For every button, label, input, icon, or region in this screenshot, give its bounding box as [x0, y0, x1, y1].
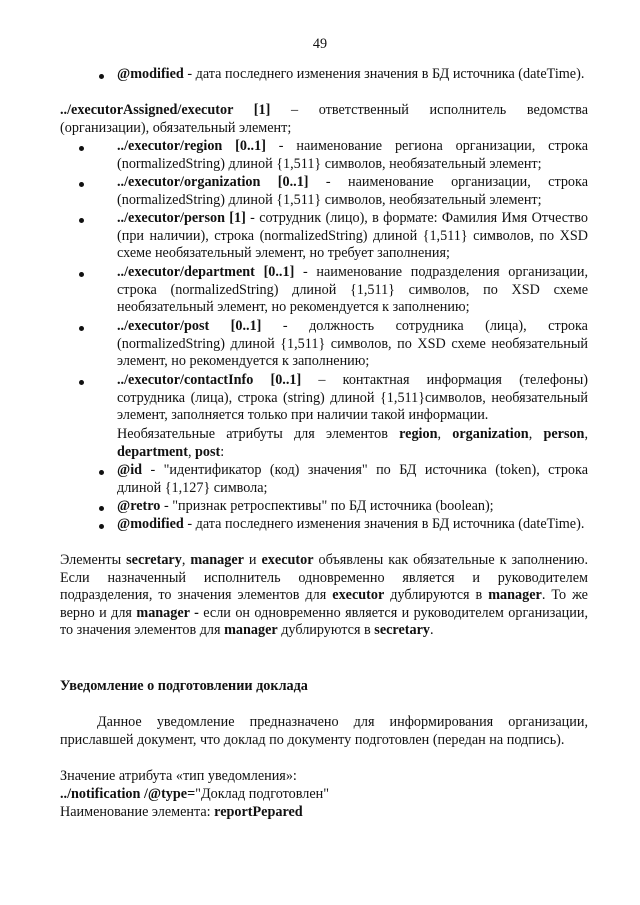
attr-name: @modified — [117, 516, 184, 532]
para-text: . — [429, 622, 434, 639]
para-text: и — [243, 552, 262, 568]
executor-contact-info — [117, 372, 588, 425]
para-text: если он одновременно является и руководителем организации, то значения элементов для — [60, 604, 589, 639]
section-description: Данное уведомление предназначено для информирования организации, приславшей документ, что доклад по документу подготовлен (передан на подпись). — [60, 714, 588, 748]
element-name: ../executor/post [0..1] — [117, 318, 262, 334]
note-separator: , — [437, 426, 453, 442]
note-element: organization — [452, 426, 529, 442]
element-description: - наименование подразделения организации, строка (normalizedString) длиной {1,511} символов, по XSD схеме необязательный элемент, но рекомендуется к заполнению; — [117, 264, 588, 316]
executor-organization — [117, 174, 588, 209]
element-name: ../executor/region [0..1] — [117, 138, 266, 154]
para-term: manager — [488, 587, 542, 604]
section-heading: Уведомление о подготовлении доклада — [60, 678, 308, 694]
bullet-icon — [99, 74, 104, 79]
para-term: manager - — [136, 604, 199, 621]
element-description: - должность сотрудника (лица), строка (normalizedString) длиной {1,511} символов, по XSD схеме необязательный элемент, но рекомендуется к заполнению; — [117, 318, 588, 370]
note-separator: , — [584, 426, 588, 442]
note-element: department — [117, 443, 188, 460]
element-name-value: reportPepared — [214, 804, 303, 820]
para-term: manager — [190, 552, 244, 568]
note-element: region — [399, 426, 438, 442]
executor-post — [117, 318, 588, 371]
note-element: person — [543, 426, 585, 442]
attr-modified-top — [117, 66, 588, 84]
attr-label: Значение атрибута «тип уведомления»: — [60, 768, 297, 784]
para-term: manager — [224, 622, 278, 639]
element-description: - сотрудник (лицо), в формате: Фамилия Имя Отчество (при наличии), строка (normalizedString) длиной {1,511} символов, по XSD схеме необязательный элемент, но требует заполнения; — [117, 210, 588, 262]
bullet-icon — [79, 272, 84, 277]
para-text: Элементы — [60, 552, 127, 568]
attr-description: - дата последнего изменения значения в БД источника (dateTime). — [183, 516, 585, 532]
bullet-icon — [99, 524, 104, 529]
para-text: дублируются в — [277, 622, 375, 639]
attr-description: - "признак ретроспективы" по БД источника (boolean); — [160, 498, 494, 514]
note-element: post — [195, 443, 221, 460]
executor-region — [117, 138, 588, 173]
element-description: - наименование региона организации, строка (normalizedString) длиной {1,511} символов, необязательный элемент; — [117, 138, 588, 172]
para-text: , — [181, 552, 191, 568]
note-text: Необязательные атрибуты для элементов — [117, 426, 400, 442]
notification-value: "Доклад подготовлен" — [195, 786, 330, 802]
attr-description: - дата последнего изменения значения в БД источника (dateTime). — [183, 66, 585, 82]
attr-id — [117, 462, 588, 497]
note-separator: , — [187, 443, 196, 460]
elements-paragraph — [60, 552, 588, 640]
attr-retro — [117, 498, 588, 516]
element-name: ../executor/department [0..1] — [117, 264, 295, 280]
element-label: Наименование элемента: — [60, 804, 215, 820]
para-text: дублируются в — [384, 587, 489, 604]
para-text: . То же верно и для — [60, 587, 588, 621]
attr-modified-bottom — [117, 516, 588, 534]
executor-person — [117, 210, 588, 263]
note-separator: : — [220, 443, 225, 460]
bullet-icon — [79, 326, 84, 331]
executor-department — [117, 264, 588, 317]
element-description: – ответственный исполнитель ведомства (организации), обязательный элемент; — [60, 102, 588, 136]
para-term: secretary — [126, 552, 182, 568]
element-name: ../executor/contactInfo [0..1] — [117, 372, 302, 388]
para-term: executor — [332, 587, 385, 604]
bullet-icon — [99, 470, 104, 475]
bullet-icon — [79, 380, 84, 385]
bullet-icon — [79, 146, 84, 151]
para-term: executor — [261, 552, 314, 568]
element-description: - наименование организации, строка (normalizedString) длиной {1,511} символов, необязательный элемент; — [117, 174, 589, 208]
attr-name: @id — [117, 462, 143, 478]
bullet-icon — [79, 218, 84, 223]
element-description: – контактная информация (телефоны) сотрудника (лица), строка (string) длиной {1,511}символов, необязательный элемент, заполняется только при наличии такой информации. — [117, 372, 588, 424]
element-name-line — [60, 804, 588, 822]
page-number: 49 — [312, 36, 328, 52]
para-text: объявлены как обязательные к заполнению. Если назначенный исполнитель одновременно является и руководителем подразделения, то значения элементов для — [60, 552, 589, 604]
element-name: ../executor/organization [0..1] — [117, 174, 309, 190]
para-term: secretary — [374, 622, 430, 639]
bullet-icon — [99, 506, 104, 511]
element-name: ../executor/person [1] — [117, 210, 246, 226]
bullet-icon — [79, 182, 84, 187]
attr-description: - "идентификатор (код) значения" по БД источника (token), строка длиной {1,127} символа; — [117, 462, 588, 496]
note-separator: , — [528, 426, 544, 442]
attr-name: @modified — [117, 66, 184, 82]
attr-name: @retro — [117, 498, 161, 514]
element-name: ../executorAssigned/executor [1] — [60, 102, 271, 118]
notification-type-line — [60, 786, 588, 804]
optional-attributes-note — [117, 426, 588, 461]
executor-assigned — [60, 102, 588, 137]
notification-path: ../notification /@type= — [60, 786, 196, 802]
